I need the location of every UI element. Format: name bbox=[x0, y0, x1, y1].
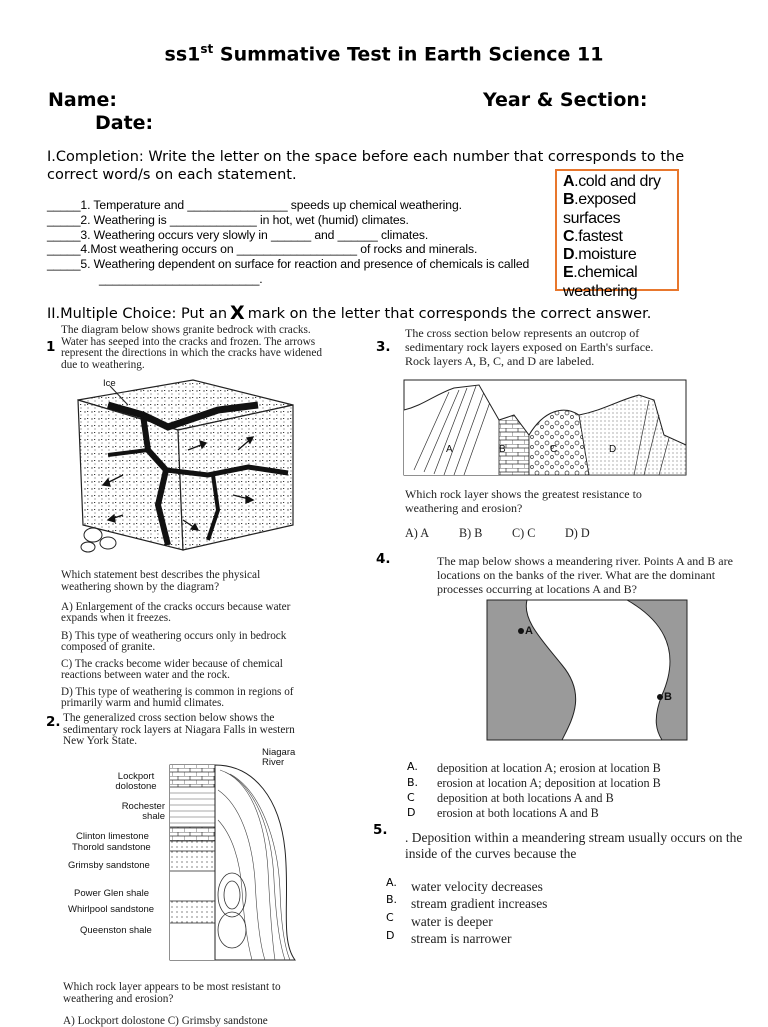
q3-option-a[interactable]: A) A bbox=[405, 526, 430, 540]
choice-a: A.cold and dry bbox=[563, 173, 661, 190]
q2-layer-rochester: Rochester shale bbox=[121, 801, 165, 822]
q3-layer-d: D bbox=[609, 444, 617, 455]
q3-layer-c: C bbox=[550, 444, 558, 455]
q1-option-a[interactable]: A) Enlargement of the cracks occurs because water expands when it freezes. bbox=[61, 601, 291, 625]
q3-number: 3. bbox=[376, 339, 391, 355]
name-label: Name: bbox=[48, 89, 118, 111]
q2-passage: The generalized cross section below shows the sedimentary rock layers at Niagara Falls in western New York State. bbox=[63, 712, 295, 747]
q5-letter-c[interactable]: C bbox=[386, 911, 394, 924]
q1-granite-diagram bbox=[48, 375, 310, 560]
q4-number: 4. bbox=[376, 551, 391, 567]
q4-point-b-label: B bbox=[664, 691, 672, 703]
q1-option-b[interactable]: B) This type of weathering occurs only in bedrock composed of granite. bbox=[61, 630, 287, 654]
q2-layer-power-glen: Power Glen shale bbox=[74, 888, 149, 899]
q2-river-label: Niagara River bbox=[262, 747, 296, 768]
q5-option-c[interactable]: water is deeper bbox=[411, 914, 493, 929]
q3-outcrop-cross-section bbox=[404, 380, 686, 475]
q3-option-d[interactable]: D) D bbox=[565, 526, 590, 540]
q1-question: Which statement best describes the physical weathering shown by the diagram? bbox=[61, 569, 261, 593]
q3-layer-b: B bbox=[499, 444, 506, 455]
q3-option-c[interactable]: C) C bbox=[512, 526, 536, 540]
q1-option-d[interactable]: D) This type of weathering is common in regions of primarily warm and humid climates. bbox=[61, 686, 294, 710]
statement-4: _____4.Most weathering occurs on __________________ of rocks and minerals. bbox=[47, 242, 478, 256]
q5-letter-d[interactable]: D bbox=[386, 929, 395, 942]
statement-2: _____2. Weathering is _____________ in hot, wet (humid) climates. bbox=[47, 213, 409, 227]
q5-letter-b[interactable]: B. bbox=[386, 893, 398, 906]
q3-layer-a: A bbox=[446, 444, 453, 455]
q2-number: 2. bbox=[46, 714, 61, 730]
q2-niagara-cross-section bbox=[160, 760, 310, 975]
q2-layer-queenston: Queenston shale bbox=[80, 925, 152, 936]
choice-e: E.chemical weathering bbox=[563, 264, 638, 300]
completion-instruction: I.Completion: Write the letter on the space before each number that corresponds to the correct word/s on each statement. bbox=[47, 149, 685, 183]
q1-option-c[interactable]: C) The cracks become wider because of chemical reactions between water and the rock. bbox=[61, 658, 283, 682]
q2-layer-clinton: Clinton limestone bbox=[76, 831, 149, 842]
q5-letter-a[interactable]: A. bbox=[386, 876, 397, 889]
q4-point-a-label: A bbox=[525, 625, 533, 637]
q4-passage: The map below shows a meandering river. Points A and B are locations on the banks of the river. What are the dominant processes occurring at locations A and B? bbox=[437, 554, 733, 596]
q2-layer-grimsby: Grimsby sandstone bbox=[68, 860, 150, 871]
q1-ice-label: Ice bbox=[103, 378, 116, 389]
q4-option-c[interactable]: deposition at both locations A and B bbox=[437, 791, 614, 805]
statement-3: _____3. Weathering occurs very slowly in ______ and ______ climates. bbox=[47, 228, 429, 242]
q4-letter-c[interactable]: C bbox=[407, 791, 415, 804]
q4-letter-b[interactable]: B. bbox=[407, 776, 419, 789]
q2-question: Which rock layer appears to be most resistant to weathering and erosion? bbox=[63, 981, 281, 1005]
q5-passage: . Deposition within a meandering stream usually occurs on the inside of the curves because the bbox=[405, 830, 743, 861]
q3-passage: The cross section below represents an outcrop of sedimentary rock layers exposed on Earth's surface. Rock layers A, B, C, and D are labeled. bbox=[405, 326, 654, 368]
q4-meander-map bbox=[487, 600, 687, 740]
q1-number: 1 bbox=[46, 339, 56, 355]
choice-c: C.fastest bbox=[563, 227, 623, 245]
q4-letter-d[interactable]: D bbox=[407, 806, 416, 819]
year-section-label: Year & Section: bbox=[483, 89, 648, 111]
q4-option-a[interactable]: deposition at location A; erosion at location B bbox=[437, 761, 661, 775]
q2-layer-thorold: Thorold sandstone bbox=[72, 842, 151, 853]
mc-instruction: II.Multiple Choice: Put an X mark on the letter that corresponds the correct answer. bbox=[47, 302, 652, 324]
q2-options-partial[interactable]: A) Lockport dolostone C) Grimsby sandstone bbox=[63, 1015, 268, 1027]
x-mark: X bbox=[230, 302, 245, 324]
q1-passage: The diagram below shows granite bedrock with cracks. Water has seeped into the cracks and frozen. The arrows represent the directions in which the cracks have widened due to weathering. bbox=[61, 324, 322, 371]
q4-letter-a[interactable]: A. bbox=[407, 760, 418, 773]
q5-number: 5. bbox=[373, 822, 388, 838]
choice-b: B.exposed surfaces bbox=[563, 191, 636, 227]
choice-d: D.moisture bbox=[563, 246, 637, 264]
q2-layer-lockport: Lockport dolostone bbox=[115, 771, 157, 792]
statement-5-blank: ________________________. bbox=[99, 272, 263, 286]
choice-box bbox=[555, 169, 679, 300]
q5-option-d[interactable]: stream is narrower bbox=[411, 931, 512, 946]
q3-question: Which rock layer shows the greatest resistance to weathering and erosion? bbox=[405, 487, 642, 515]
statement-5: _____5. Weathering dependent on surface for reaction and presence of chemicals is called bbox=[47, 257, 530, 271]
page-title: ss1st Summative Test in Earth Science 11 bbox=[164, 42, 604, 66]
q4-point-b-marker bbox=[657, 694, 663, 700]
q4-option-d[interactable]: erosion at both locations A and B bbox=[437, 806, 599, 820]
date-label: Date: bbox=[95, 112, 154, 134]
q4-point-a-marker bbox=[518, 628, 524, 634]
q3-option-b[interactable]: B) B bbox=[459, 526, 483, 540]
q4-option-b[interactable]: erosion at location A; deposition at location B bbox=[437, 776, 661, 790]
statement-1: _____1. Temperature and _______________ speeds up chemical weathering. bbox=[47, 198, 462, 212]
q5-option-a[interactable]: water velocity decreases bbox=[411, 879, 543, 894]
q2-layer-whirlpool: Whirlpool sandstone bbox=[68, 904, 155, 915]
q5-option-b[interactable]: stream gradient increases bbox=[411, 896, 548, 911]
